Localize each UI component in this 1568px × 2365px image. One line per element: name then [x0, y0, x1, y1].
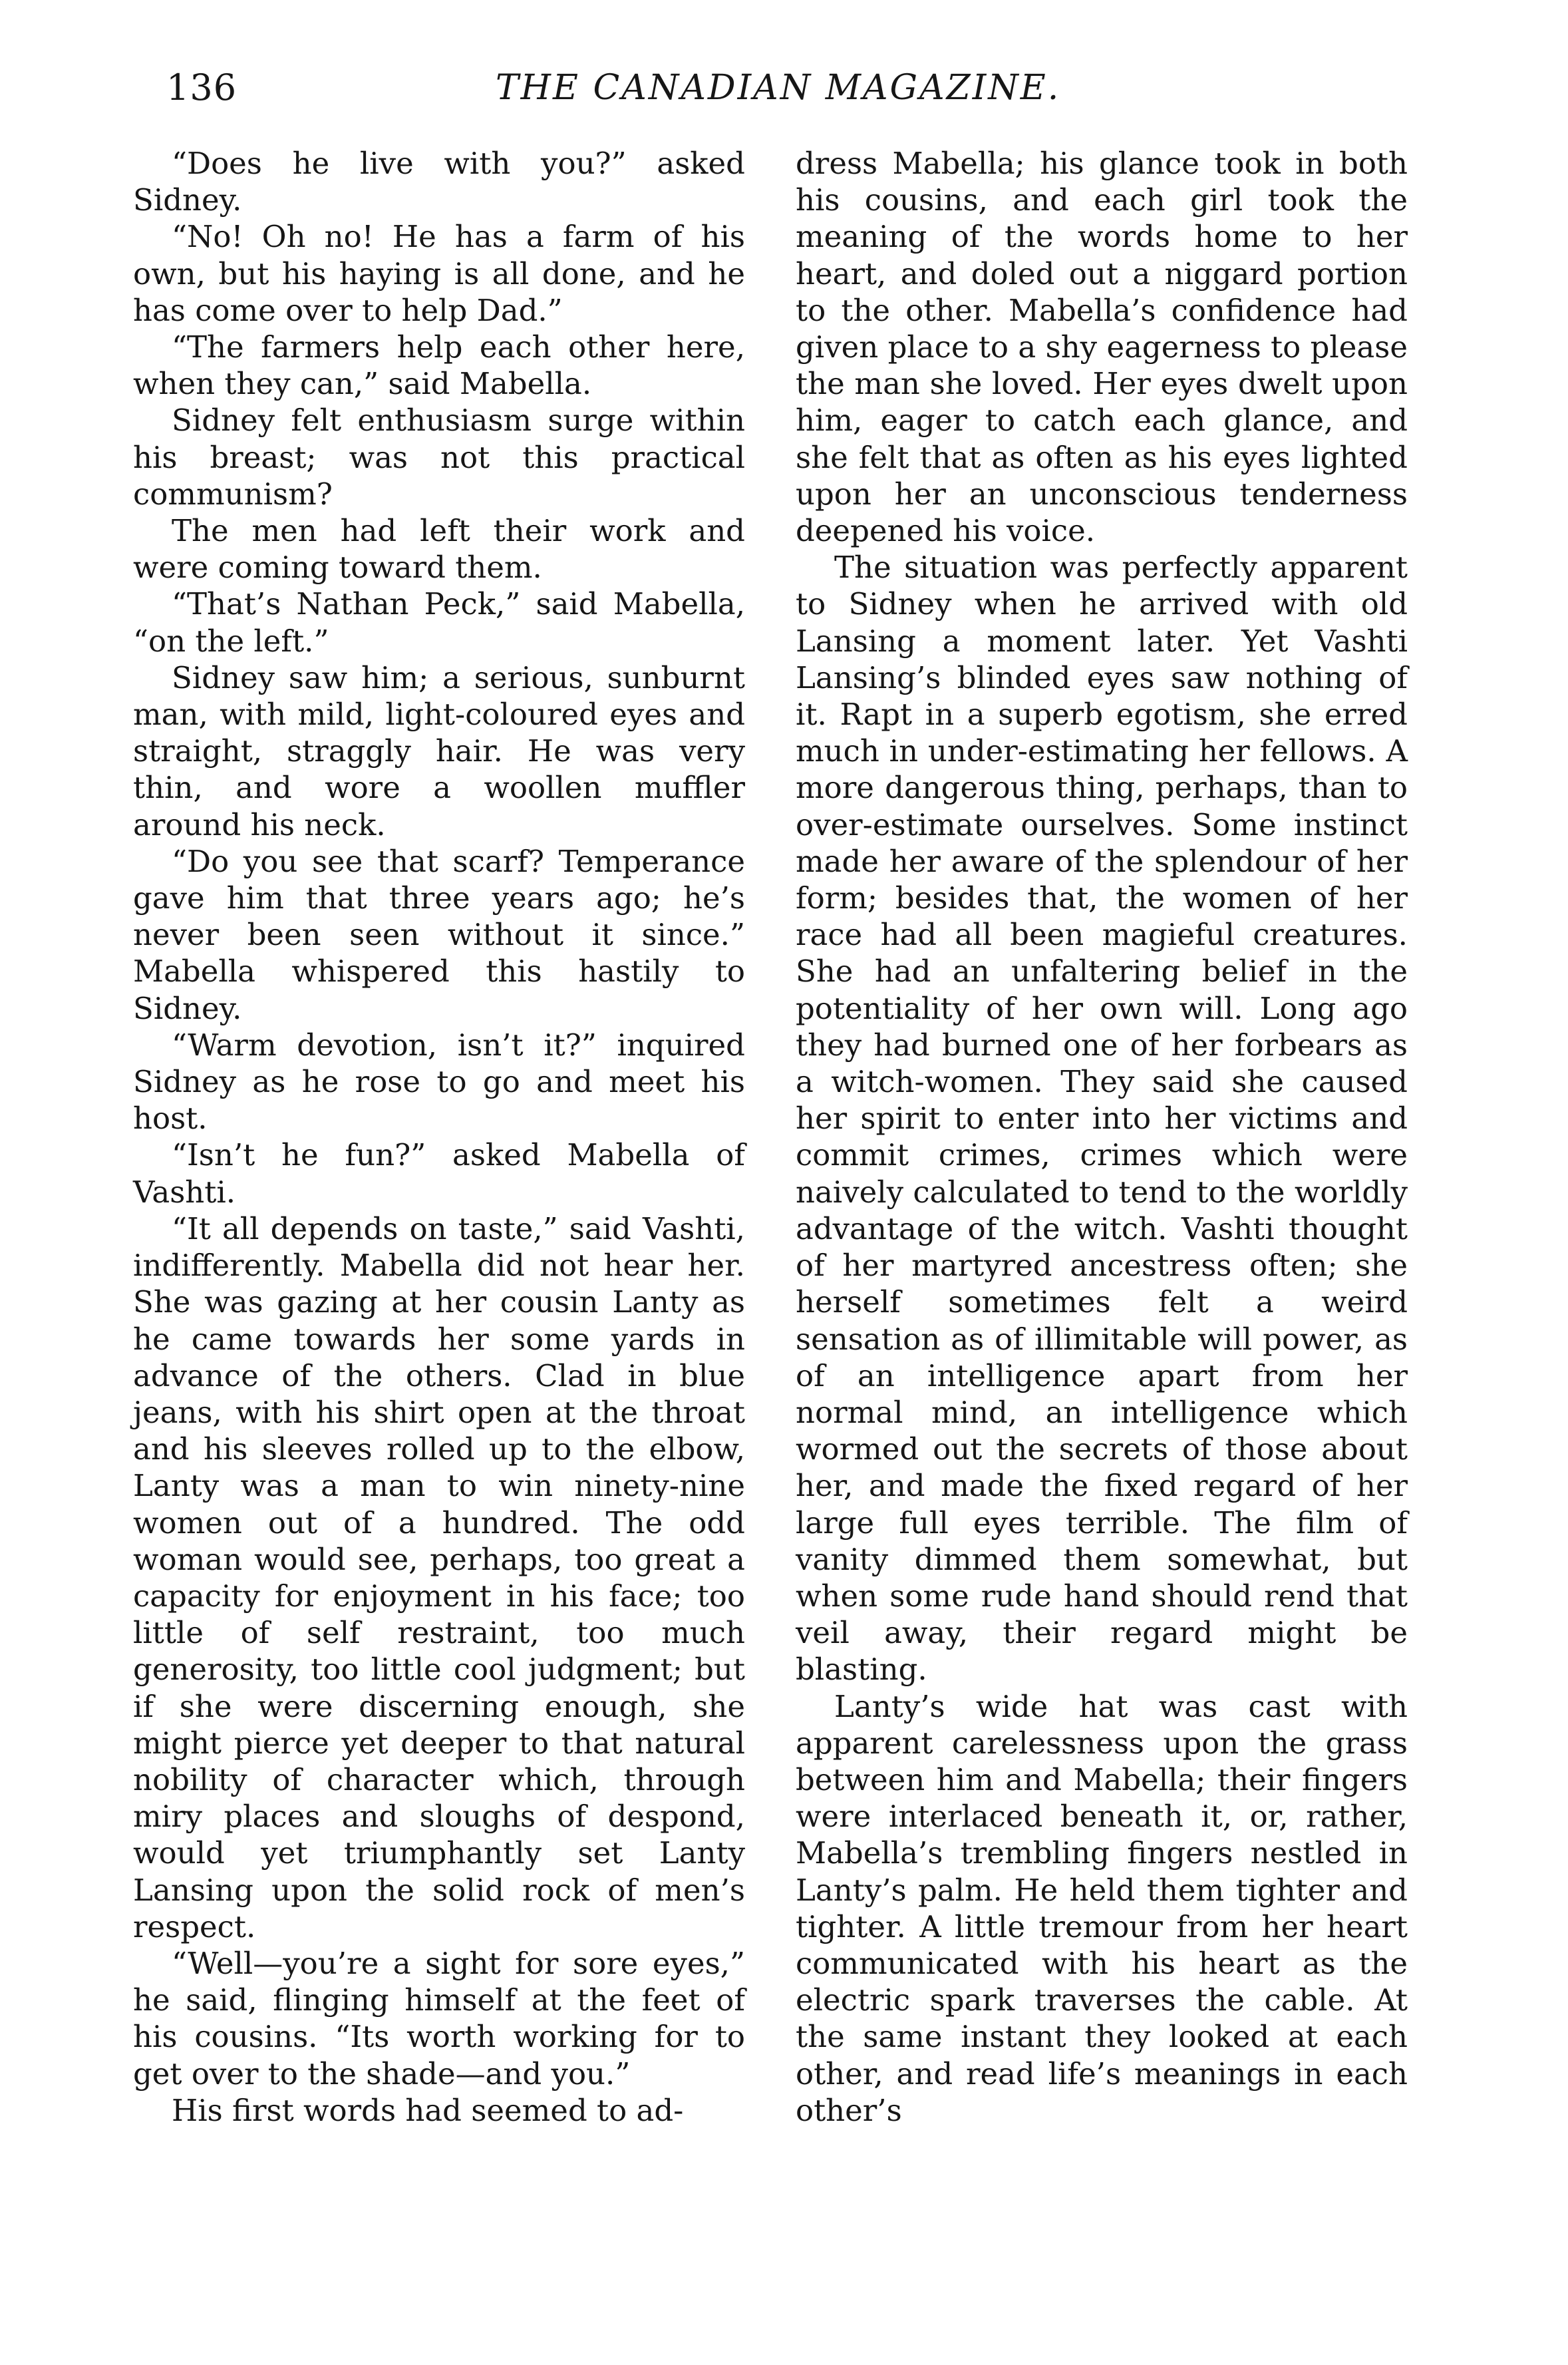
paragraph: “Does he live with you?” asked Sidney.	[133, 146, 745, 218]
paragraph: “Do you see that scarf? Temperance gave him that three years ago; he’s never been seen without it since.” Mabella whispered this hastily to Sidney.	[133, 843, 745, 1026]
running-head: THE CANADIAN MAGAZINE.	[496, 68, 1061, 108]
paragraph: “It all depends on taste,” said Vashti, indifferently. Mabella did not hear her. She was gazing at her cousin Lanty as he came towards her some yards in advance of the others. Clad in blue jeans, with his shirt open at the throat and his sleeves rolled up to the elbow, Lanty was a man to win ninety-nine women out of a hundred. The odd woman would see, perhaps, too great a capacity for enjoyment in his face; too little of self restraint, too much generosity, too little cool judgment; but if she were discerning enough, she might pierce yet deeper to that natural nobility of character which, through miry places and sloughs of despond, would yet triumphantly set Lanty Lansing upon the solid rock of men’s respect.	[133, 1210, 745, 1944]
paragraph: Lanty’s wide hat was cast with apparent carelessness upon the grass between him and Mabella; their fingers were interlaced beneath it, or, rather, Mabella’s trembling fingers nestled in Lanty’s palm. He held them tighter and tighter. A little tremour from her heart communicated with his heart as the electric spark traverses the cable. At the same instant they looked at each other, and read life’s meanings in each other’s	[796, 1688, 1408, 2128]
paragraph: Sidney saw him; a serious, sunburnt man, with mild, light-coloured eyes and straight, straggly hair. He was very thin, and wore a woollen muffler around his neck.	[133, 659, 745, 842]
paragraph: The situation was perfectly apparent to Sidney when he arrived with old Lansing a moment later. Yet Vashti Lansing’s blinded eyes saw nothing of it. Rapt in a superb egotism, she erred much in under-estimating her fellows. A more dangerous thing, perhaps, than to over-estimate ourselves. Some instinct made her aware of the splendour of her form; besides that, the women of her race had all been magieful creatures. She had an unfaltering belief in the potentiality of her own will. Long ago they had burned one of her forbears as a witch-women. They said she caused her spirit to enter into her victims and commit crimes, crimes which were naively calculated to tend to the worldly advantage of the witch. Vashti thought of her martyred ancestress often; she herself sometimes felt a weird sensation as of illimitable will power, as of an intelligence apart from her normal mind, an intelligence which wormed out the secrets of those about her, and made the fixed regard of her large full eyes terrible. The film of vanity dimmed them somewhat, but when some rude hand should rend that veil away, their regard might be blasting.	[796, 550, 1408, 1688]
right-column	[796, 145, 1408, 2129]
paragraph: His first words had seemed to ad-	[172, 2092, 684, 2128]
paragraph: The men had left their work and were coming toward them.	[133, 513, 745, 586]
page-number: 136	[166, 67, 237, 108]
paragraph: “Isn’t he fun?” asked Mabella of Vashti.	[133, 1137, 745, 1210]
paragraph: “No! Oh no! He has a farm of his own, but his haying is all done, and he has come over to help Dad.”	[133, 219, 745, 328]
paragraph: Sidney felt enthusiasm surge within his breast; was not this practical communism?	[133, 403, 745, 512]
paragraph: “Well—you’re a sight for sore eyes,” he said, flinging himself at the feet of his cousins. “Its worth working for to get over to the shade—and you.”	[133, 1945, 745, 2092]
paragraph: “The farmers help each other here, when they can,” said Mabella.	[133, 329, 745, 402]
paragraph: “That’s Nathan Peck,” said Mabella, “on the left.”	[133, 586, 745, 659]
left-column	[133, 145, 745, 2129]
paragraph-continuation: dress Mabella; his glance took in both his cousins, and each girl took the meaning of the words home to her heart, and doled out a niggard portion to the other. Mabella’s confidence had given place to a shy eagerness to please the man she loved. Her eyes dwelt upon him, eager to catch each glance, and she felt that as often as his eyes lighted upon her an unconscious tenderness deepened his voice.	[796, 146, 1408, 549]
paragraph: “Warm devotion, isn’t it?” inquired Sidney as he rose to go and meet his host.	[133, 1027, 745, 1137]
